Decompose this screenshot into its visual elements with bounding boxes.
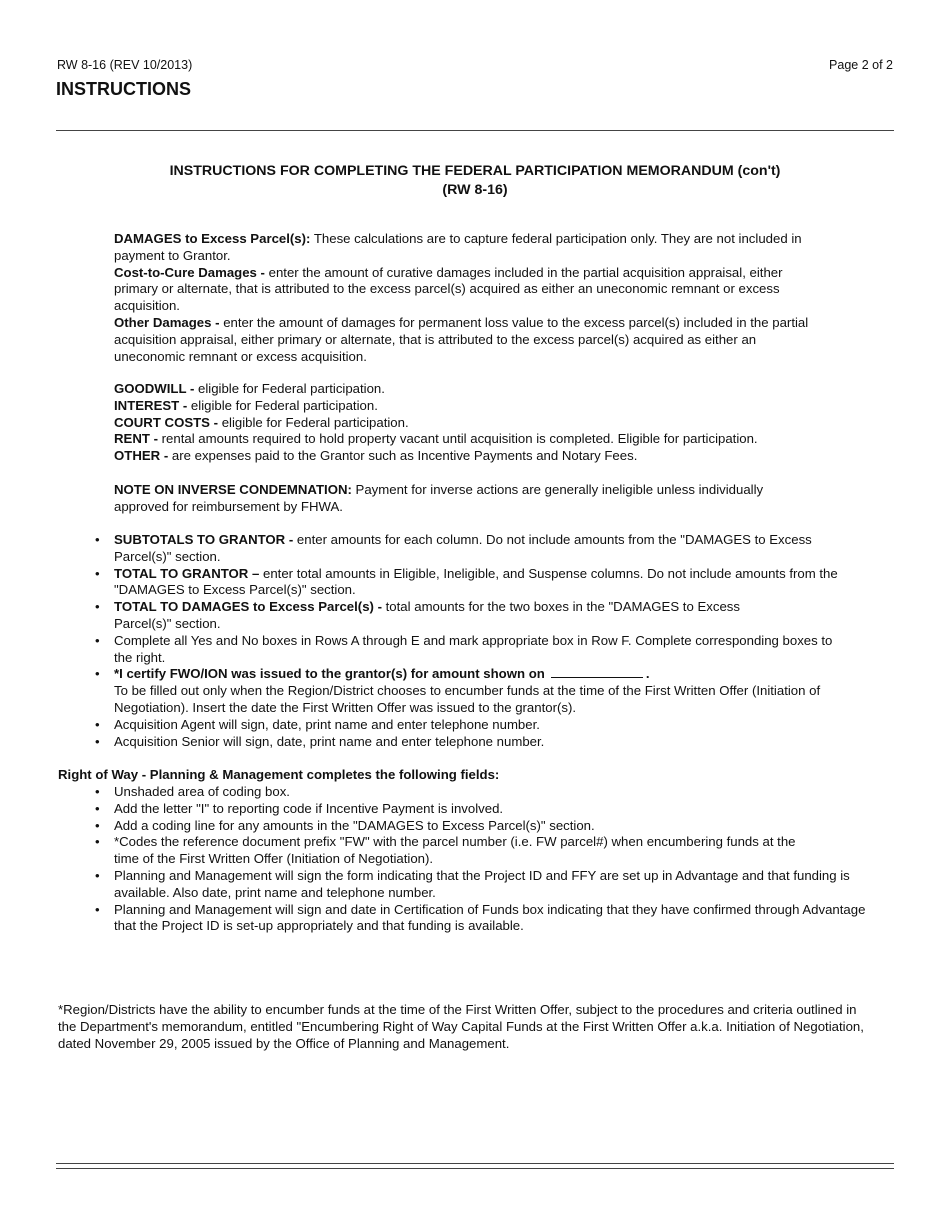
rw-planning-heading: Right of Way - Planning & Management completes the following fields: (58, 767, 500, 782)
list-item: • Add the letter "I" to reporting code if Incentive Payment is involved. (95, 801, 895, 818)
rent-line (114, 431, 874, 448)
note-paragraph (114, 482, 814, 516)
expense-items (114, 381, 874, 465)
cost-to-cure-text: enter the amount of curative damages included in the partial acquisition appraisal, either primary or alternate, that is attributed to the excess parcel(s) acquired as either an uneconomic remnant or excess acquisition. (114, 264, 783, 314)
senior-text: Acquisition Senior will sign, date, print name and enter telephone number. (114, 733, 545, 749)
damages-excess-paragraph (114, 231, 824, 265)
note-label: NOTE ON INVERSE CONDEMNATION: (114, 482, 352, 497)
document-title (56, 162, 894, 200)
certify-date-blank (551, 666, 643, 678)
inverse-condemnation-note (114, 482, 814, 516)
court-costs-line (114, 415, 874, 432)
list-item (95, 666, 895, 716)
list-item: • Add a coding line for any amounts in the "DAMAGES to Excess Parcel(s)" section. (95, 818, 895, 835)
court-costs-text: eligible for Federal participation. (218, 414, 409, 430)
interest-text: eligible for Federal participation. (187, 397, 378, 413)
complete-boxes-text: Complete all Yes and No boxes in Rows A through E and mark appropriate box in Row F. Complete corresponding boxes to the right. (114, 632, 833, 665)
title-line-1: INSTRUCTIONS FOR COMPLETING THE FEDERAL PARTICIPATION MEMORANDUM (con't) (169, 163, 781, 179)
page-heading: INSTRUCTIONS (56, 79, 191, 99)
footnote: *Region/Districts have the ability to encumber funds at the time of the First Written Offer, subject to the procedures and criteria outlined in the Department's memorandum, entitled "Encumbering Right of Way Capital Funds at the First Written Offer a.k.a. Initiation of Negotiation, dated November 29, 2005 issued by the Office of Planning and Management. (58, 1002, 864, 1051)
list-item (95, 734, 895, 751)
subtotals-label: SUBTOTALS TO GRANTOR - (114, 532, 294, 547)
list-item: • *Codes the reference document prefix "FW" with the parcel number (i.e. FW parcel#) when encumbering funds at the time of the First Written Offer (Initiation of Negotiation). (95, 834, 824, 868)
certify-label: *I certify FWO/ION was issued to the grantor(s) for amount shown on (114, 666, 545, 682)
damages-excess-text: These calculations are to capture federal participation only. They are not included in payment to Grantor. (114, 231, 802, 263)
title-line-2: (RW 8-16) (442, 182, 508, 198)
subtotals-text: enter amounts for each column. Do not include amounts from the "DAMAGES to Excess Parcel(s)" section. (114, 532, 812, 564)
certify-period: . (645, 666, 650, 682)
top-divider (56, 130, 894, 131)
damages-excess-label: DAMAGES to Excess Parcel(s): (114, 231, 311, 246)
interest-line (114, 398, 874, 415)
list-item (95, 599, 794, 633)
damages-section (114, 231, 824, 365)
certify-line (114, 666, 895, 683)
total-grantor-label: TOTAL TO GRANTOR – (114, 565, 260, 581)
other-line (114, 448, 874, 465)
list-item (95, 717, 895, 734)
instruction-bullets (95, 532, 895, 750)
list-item (95, 566, 895, 600)
list-item (95, 633, 834, 667)
page-number: Page 2 of 2 (829, 58, 893, 72)
list-item: • Planning and Management will sign and date in Certification of Funds box indicating that they have confirmed through Advantage that the Project ID is set-up appropriately and that funding is available. (95, 902, 874, 936)
other-damages-label: Other Damages - (114, 314, 220, 330)
rent-text: rental amounts required to hold property vacant until acquisition is completed. Eligible for participation. (157, 431, 758, 447)
total-grantor-text: enter total amounts in Eligible, Ineligible, and Suspense columns. Do not include amounts from the "DAMAGES to Excess Parcel(s)" section. (114, 565, 838, 598)
list-item: • Planning and Management will sign the form indicating that the Project ID and FFY are set up in Advantage and that funding is available. Also date, print name and telephone number. (95, 868, 854, 902)
other-damages-text: enter the amount of damages for permanent loss value to the excess parcel(s) included in the partial acquisition appraisal, either primary or alternate, that is attributed to the excess parcel(s) acquired as either an uneconomic remnant or excess acquisition. (114, 314, 809, 364)
list-item (95, 532, 814, 566)
note-text: Payment for inverse actions are generally ineligible unless individually approved for reimbursement by FHWA. (114, 482, 764, 514)
rw-planning-bullets (95, 784, 895, 935)
goodwill-line (114, 381, 874, 398)
total-damages-label: TOTAL TO DAMAGES to Excess Parcel(s) - (114, 599, 382, 615)
total-damages-text: total amounts for the two boxes in the "DAMAGES to Excess Parcel(s)" section. (114, 599, 740, 631)
goodwill-label: GOODWILL - (114, 381, 195, 396)
rent-label: RENT - (114, 431, 158, 447)
goodwill-text: eligible for Federal participation. (194, 381, 385, 396)
bottom-divider-2 (56, 1168, 894, 1169)
other-text: are expenses paid to the Grantor such as Incentive Payments and Notary Fees. (168, 448, 638, 464)
cost-to-cure-paragraph (114, 265, 824, 315)
interest-label: INTEREST - (114, 397, 188, 413)
cost-to-cure-label: Cost-to-Cure Damages - (114, 264, 265, 280)
other-label: OTHER - (114, 448, 169, 464)
court-costs-label: COURT COSTS - (114, 414, 219, 430)
form-id: RW 8-16 (REV 10/2013) (57, 58, 193, 72)
list-item: • Unshaded area of coding box. (95, 784, 895, 801)
other-damages-paragraph (114, 315, 826, 365)
agent-text: Acquisition Agent will sign, date, print name and enter telephone number. (114, 716, 540, 732)
bottom-divider-1 (56, 1163, 894, 1164)
certify-text: To be filled out only when the Region/District chooses to encumber funds at the time of the First Written Offer (Initiation of Negotiation). Insert the date the First Written Offer was issued to the grantor(s). (114, 683, 821, 715)
